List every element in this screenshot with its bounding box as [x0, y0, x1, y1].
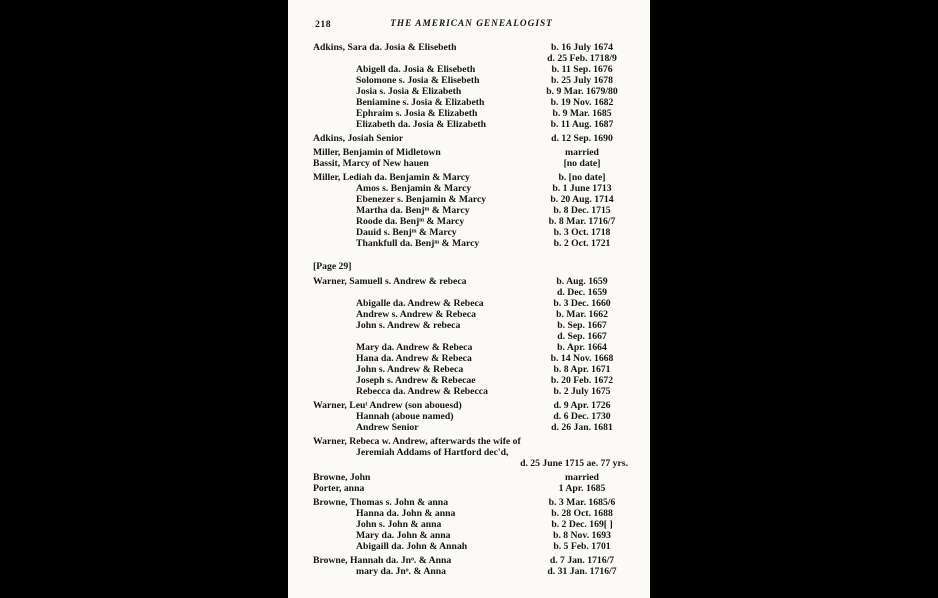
entry-dates	[534, 158, 630, 169]
entry-row	[313, 309, 630, 320]
entry-date: b. 19 Nov. 1682	[550, 97, 614, 108]
entry-dates	[534, 411, 630, 422]
entry-dates	[534, 541, 630, 552]
entry-date: b. Mar. 1662	[556, 309, 608, 320]
entry-dates	[534, 172, 630, 183]
entry-name: Mary da. John & anna	[356, 530, 451, 541]
entry-row	[313, 400, 630, 411]
entry-row	[313, 172, 630, 183]
entry-name: Abigell da. Josia & Elisebeth	[356, 64, 476, 75]
entry-dates	[534, 133, 630, 144]
entry-date: d. 6 Dec. 1730	[553, 411, 611, 422]
book-page	[288, 0, 650, 598]
entry-name: Rebecca da. Andrew & Rebecca	[356, 386, 488, 397]
entry-row	[313, 42, 630, 64]
entry-name: Hana da. Andrew & Rebeca	[356, 353, 472, 364]
entry-dates	[534, 298, 630, 309]
entry-row	[313, 64, 630, 75]
entry-date: b. 9 Mar. 1685	[552, 108, 612, 119]
entry-name: Miller, Benjamin of Midletown	[313, 147, 441, 158]
entry-dates	[534, 400, 630, 411]
page-break-label: [Page 29]	[313, 261, 352, 272]
entry-row	[313, 276, 630, 298]
entry-name: Warner, Samuell s. Andrew & rebeca	[313, 276, 467, 287]
entry-row	[313, 97, 630, 108]
entry-name: Andrew Senior	[356, 422, 419, 433]
entry-row	[313, 555, 630, 566]
entry-row	[313, 216, 630, 227]
entry-dates	[534, 472, 630, 483]
entry-row	[313, 483, 630, 494]
entry-name: Browne, John	[313, 472, 371, 483]
entry-name: Ephraim s. Josia & Elizabeth	[356, 108, 478, 119]
entry-row	[313, 458, 630, 469]
entry-date: d. Sep. 1667	[557, 331, 607, 342]
entry-dates	[534, 342, 630, 353]
entry-name: Bassit, Marcy of New hauen	[313, 158, 429, 169]
entry-date: b. 28 Oct. 1688	[551, 508, 613, 519]
entry-dates	[534, 364, 630, 375]
entry-dates	[534, 97, 630, 108]
entry-date: b. Apr. 1664	[557, 342, 607, 353]
entry-dates	[534, 238, 630, 249]
entry-dates	[534, 519, 630, 530]
entry-row	[313, 133, 630, 144]
entry-row	[313, 375, 630, 386]
entry-date: married	[565, 147, 599, 158]
entry-date: d. Dec. 1659	[556, 287, 608, 298]
entry-name: Andrew s. Andrew & Rebeca	[356, 309, 476, 320]
entry-name: Ebenezer s. Benjamin & Marcy	[356, 194, 487, 205]
entry-name: Warner, Leuᵗ Andrew (son abouesd)	[313, 400, 462, 411]
entry-date: b. 2 Oct. 1721	[553, 238, 611, 249]
entry-row	[313, 566, 630, 577]
entry-dates	[534, 566, 630, 577]
entry-dates	[534, 42, 630, 64]
entry-dates	[534, 320, 630, 342]
entry-date: d. 26 Jan. 1681	[551, 422, 613, 433]
entry-date: b. 8 Mar. 1716/7	[548, 216, 616, 227]
entry-row	[313, 472, 630, 483]
page-number: 218	[315, 19, 332, 30]
entry-date: 1 Apr. 1685	[558, 483, 606, 494]
entry-date: b. 3 Oct. 1718	[553, 227, 611, 238]
entry-row	[313, 342, 630, 353]
entry-date: d. 12 Sep. 1690	[551, 133, 613, 144]
entry-name: mary da. Jnᵒ. & Anna	[356, 566, 446, 577]
entry-dates	[534, 194, 630, 205]
entry-row	[313, 497, 630, 508]
entry-row	[313, 541, 630, 552]
entry-date: b. 8 Dec. 1715	[553, 205, 611, 216]
entry-row	[313, 353, 630, 364]
entry-dates	[534, 108, 630, 119]
entry-name: Beniamine s. Josia & Elizabeth	[356, 97, 485, 108]
entry-name: Browne, Thomas s. John & anna	[313, 497, 449, 508]
entry-dates	[534, 64, 630, 75]
entry-dates	[534, 216, 630, 227]
entry-dates	[534, 205, 630, 216]
entry-date: b. 5 Feb. 1701	[553, 541, 611, 552]
entry-name: Joseph s. Andrew & Rebecae	[356, 375, 476, 386]
entry-name: Jeremiah Addams of Hartford dec'd,	[356, 447, 509, 458]
entry-row	[313, 158, 630, 169]
entry-date: d. 31 Jan. 1716/7	[547, 566, 617, 577]
entry-name: Thankfull da. Benjᵐ & Marcy	[356, 238, 480, 249]
entry-date: b. 9 Mar. 1679/80	[546, 86, 618, 97]
entry-row	[313, 422, 630, 433]
entry-date: b. Aug. 1659	[556, 276, 608, 287]
entry-row	[313, 183, 630, 194]
entry-name: Warner, Rebeca w. Andrew, afterwards the wife of	[313, 436, 521, 447]
entry-row	[313, 238, 630, 249]
entry-row	[313, 386, 630, 397]
entry-date: d. 9 Apr. 1726	[553, 400, 611, 411]
entry-dates	[534, 353, 630, 364]
page-header	[313, 19, 630, 30]
entry-name: Adkins, Josiah Senior	[313, 133, 404, 144]
entry-date: married	[565, 472, 599, 483]
entry-dates	[534, 227, 630, 238]
entry-row	[313, 530, 630, 541]
entry-row	[313, 227, 630, 238]
entry-date: b. 2 July 1675	[553, 386, 611, 397]
entry-dates	[534, 375, 630, 386]
entry-name: John s. John & anna	[356, 519, 442, 530]
entry-dates	[534, 497, 630, 508]
entry-dates	[534, 309, 630, 320]
entry-dates	[534, 555, 630, 566]
entry-date: b. Sep. 1667	[557, 320, 607, 331]
entry-date: b. 8 Nov. 1693	[553, 530, 611, 541]
entry-name: Miller, Lediah da. Benjamin & Marcy	[313, 172, 470, 183]
entry-name: Martha da. Benjᵐ & Marcy	[356, 205, 470, 216]
entry-date: b. 20 Aug. 1714	[550, 194, 614, 205]
entry-row	[313, 447, 630, 458]
entry-date: d. 25 June 1715 ae. 77 yrs.	[520, 458, 628, 469]
entry-dates	[534, 147, 630, 158]
entry-date: b. 11 Sep. 1676	[551, 64, 613, 75]
entry-name: Adkins, Sara da. Josia & Elisebeth	[313, 42, 457, 53]
entry-row	[313, 320, 630, 342]
entry-date: [no date]	[563, 158, 601, 169]
entry-dates	[534, 75, 630, 86]
entry-date: b. 16 July 1674	[551, 42, 613, 53]
entry-date: b. 3 Dec. 1660	[553, 298, 611, 309]
running-title: THE AMERICAN GENEALOGIST	[390, 19, 553, 29]
entry-date: b. 8 Apr. 1671	[553, 364, 611, 375]
entry-row	[313, 519, 630, 530]
entry-dates	[534, 86, 630, 97]
entry-name: Josia s. Josia & Elizabeth	[356, 86, 462, 97]
entry-dates	[534, 183, 630, 194]
entry-row	[313, 436, 630, 447]
entry-name: Elizabeth da. Josia & Elizabeth	[356, 119, 486, 130]
entry-name: Browne, Hannah da. Jnᵒ. & Anna	[313, 555, 452, 566]
entry-name: Mary da. Andrew & Rebeca	[356, 342, 473, 353]
entry-date: b. 3 Mar. 1685/6	[548, 497, 616, 508]
entry-row	[313, 194, 630, 205]
entry-name: Hannah (aboue named)	[356, 411, 454, 422]
entry-name: Dauid s. Benjᵐ & Marcy	[356, 227, 457, 238]
entry-date: b. 11 Aug. 1687	[550, 119, 614, 130]
entry-name: Amos s. Benjamin & Marcy	[356, 183, 472, 194]
entry-row	[313, 75, 630, 86]
entry-date: d. 7 Jan. 1716/7	[549, 555, 615, 566]
entry-date: b. 2 Dec. 169[ ]	[551, 519, 613, 530]
entry-row	[313, 508, 630, 519]
entry-date: b. 20 Feb. 1672	[550, 375, 614, 386]
entry-row	[313, 298, 630, 309]
entry-row	[313, 108, 630, 119]
entry-row	[313, 119, 630, 130]
entry-name: Hanna da. John & anna	[356, 508, 456, 519]
entry-row	[313, 364, 630, 375]
entry-name: Porter, anna	[313, 483, 365, 494]
entry-row	[313, 147, 630, 158]
entry-name: Solomone s. Josia & Elisebeth	[356, 75, 480, 86]
entry-dates	[534, 483, 630, 494]
entry-name: Abigaill da. John & Annah	[356, 541, 468, 552]
entry-date: d. 25 Feb. 1718/9	[547, 53, 617, 64]
entry-row	[313, 411, 630, 422]
entry-date: b. 1 June 1713	[552, 183, 612, 194]
entry-date: b. 14 Nov. 1668	[550, 353, 614, 364]
entry-dates	[534, 119, 630, 130]
genealogy-entry-list	[313, 42, 630, 577]
entry-name: Abigalle da. Andrew & Rebeca	[356, 298, 484, 309]
entry-dates	[534, 276, 630, 298]
entry-name: Roode da. Benjᵐ & Marcy	[356, 216, 465, 227]
entry-dates	[534, 508, 630, 519]
entry-date: b. 25 July 1678	[551, 75, 613, 86]
entry-dates	[534, 422, 630, 433]
entry-name: John s. Andrew & Rebeca	[356, 364, 464, 375]
entry-dates	[534, 530, 630, 541]
entry-dates	[534, 386, 630, 397]
entry-date: b. [no date]	[558, 172, 606, 183]
entry-name: John s. Andrew & rebeca	[356, 320, 461, 331]
entry-row	[313, 205, 630, 216]
entry-row	[313, 86, 630, 97]
